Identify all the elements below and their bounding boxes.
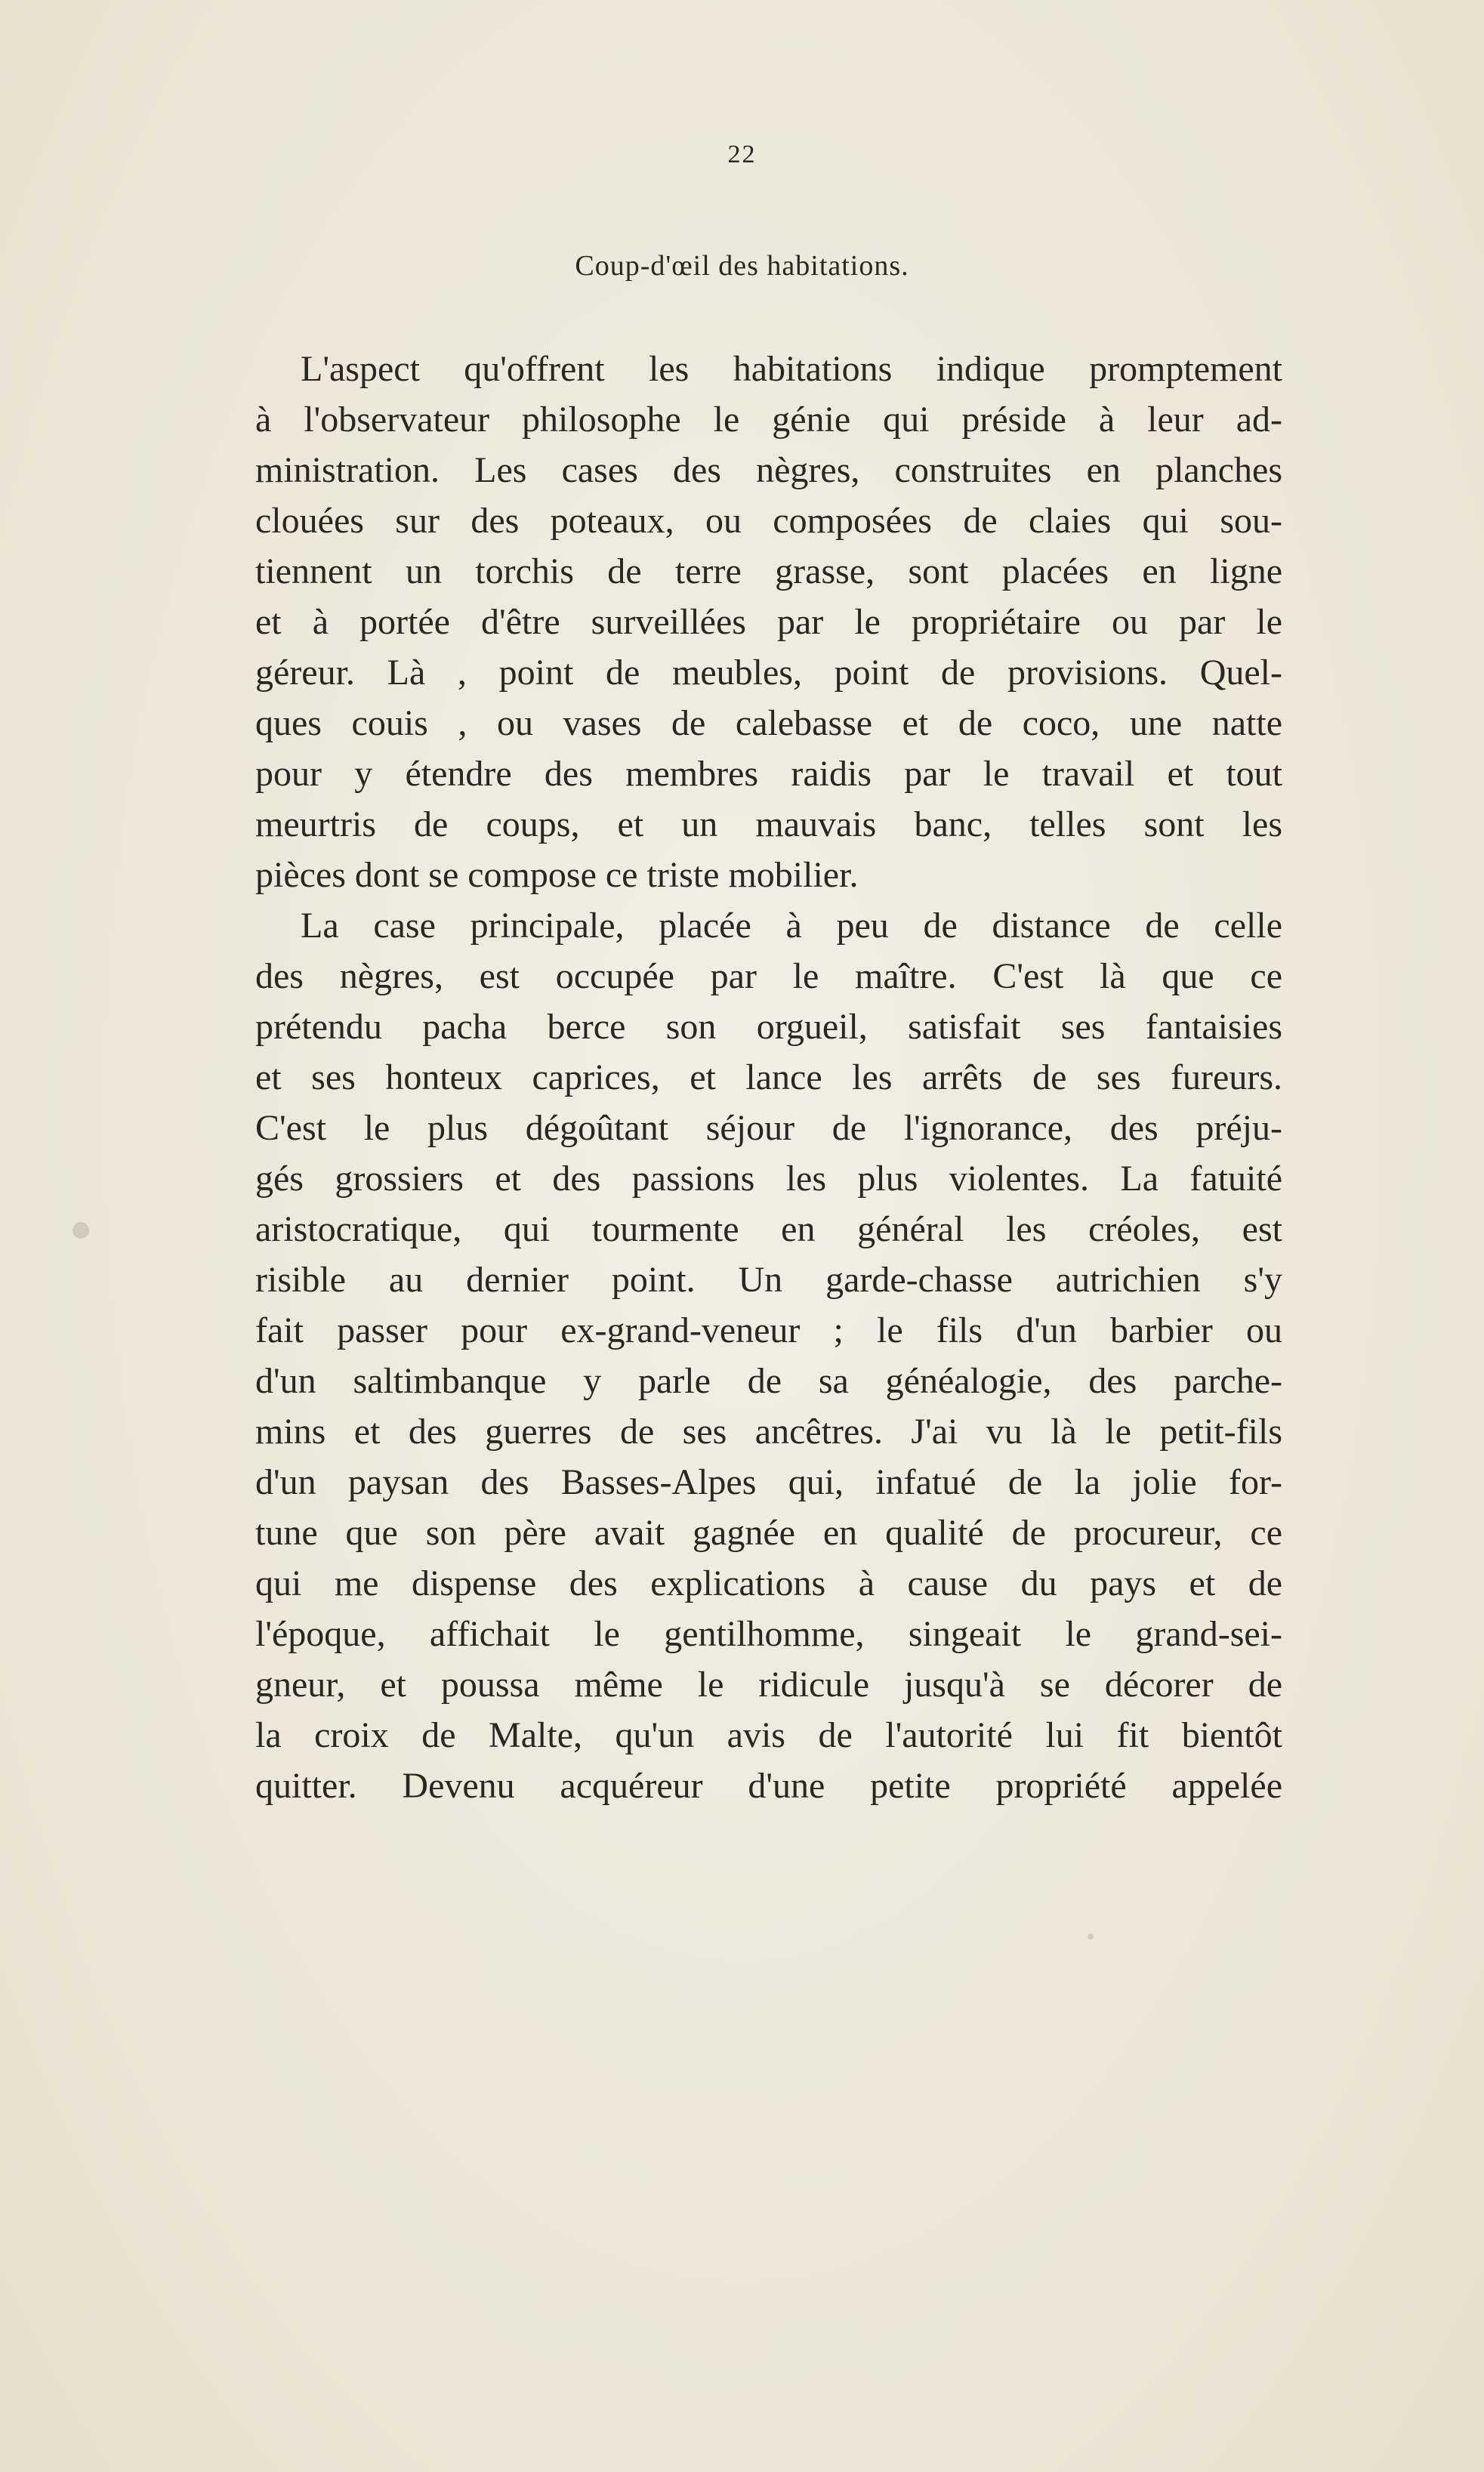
text-line: quitter. Devenu acquéreur d'une petite propriété appelée [255, 1766, 1282, 1806]
text-line: la croix de Malte, qu'un avis de l'autorité lui fit bientôt [255, 1715, 1282, 1755]
text-line: géreur. Là , point de meubles, point de provisions. Quel- [255, 653, 1282, 693]
text-line: aristocratique, qui tourmente en général les créoles, est [255, 1209, 1282, 1249]
section-title: Coup-d'œil des habitations. [575, 250, 909, 282]
text-line: fait passer pour ex-grand-veneur ; le fils d'un barbier ou [255, 1310, 1282, 1350]
text-line: tune que son père avait gagnée en qualité de procureur, ce [255, 1513, 1282, 1553]
text-line: mins et des guerres de ses ancêtres. J'ai vu là le petit-fils [255, 1412, 1282, 1452]
paragraph-2 [255, 900, 1282, 1811]
paragraph-1 [255, 344, 1282, 900]
text-line: des nègres, est occupée par le maître. C'est là que ce [255, 956, 1282, 996]
text-line: tiennent un torchis de terre grasse, sont placées en ligne [255, 551, 1282, 591]
text-line: prétendu pacha berce son orgueil, satisfait ses fantaisies [255, 1007, 1282, 1047]
paper-spot [73, 1222, 89, 1239]
text-line: ques couis , ou vases de calebasse et de coco, une natte [255, 703, 1282, 743]
text-line: gés grossiers et des passions les plus violentes. La fatuité [255, 1159, 1282, 1199]
text-line: à l'observateur philosophe le génie qui préside à leur ad- [255, 400, 1282, 440]
text-line: C'est le plus dégoûtant séjour de l'ignorance, des préju- [255, 1108, 1282, 1148]
paper-spot [1088, 1933, 1094, 1940]
text-line: risible au dernier point. Un garde-chasse autrichien s'y [255, 1260, 1282, 1300]
text-line: d'un paysan des Basses-Alpes qui, infatué de la jolie for- [255, 1462, 1282, 1502]
text-line: d'un saltimbanque y parle de sa généalogie, des parche- [255, 1361, 1282, 1401]
body-text [255, 344, 1282, 1811]
text-line: pièces dont se compose ce triste mobilier. [255, 855, 859, 895]
text-line: clouées sur des poteaux, ou composées de claies qui sou- [255, 501, 1282, 541]
text-line: meurtris de coups, et un mauvais banc, telles sont les [255, 804, 1282, 844]
text-line: et à portée d'être surveillées par le propriétaire ou par le [255, 602, 1282, 642]
text-line: La case principale, placée à peu de distance de celle [301, 906, 1282, 946]
text-line: ministration. Les cases des nègres, construites en planches [255, 450, 1282, 490]
text-line: pour y étendre des membres raidis par le travail et tout [255, 754, 1282, 794]
text-line: gneur, et poussa même le ridicule jusqu'à se décorer de [255, 1665, 1282, 1705]
page-number: 22 [727, 140, 757, 168]
text-line: et ses honteux caprices, et lance les arrêts de ses fureurs. [255, 1057, 1282, 1097]
text-line: qui me dispense des explications à cause du pays et de [255, 1563, 1282, 1603]
text-line: L'aspect qu'offrent les habitations indique promptement [301, 349, 1282, 389]
text-line: l'époque, affichait le gentilhomme, singeait le grand-sei- [255, 1614, 1282, 1654]
